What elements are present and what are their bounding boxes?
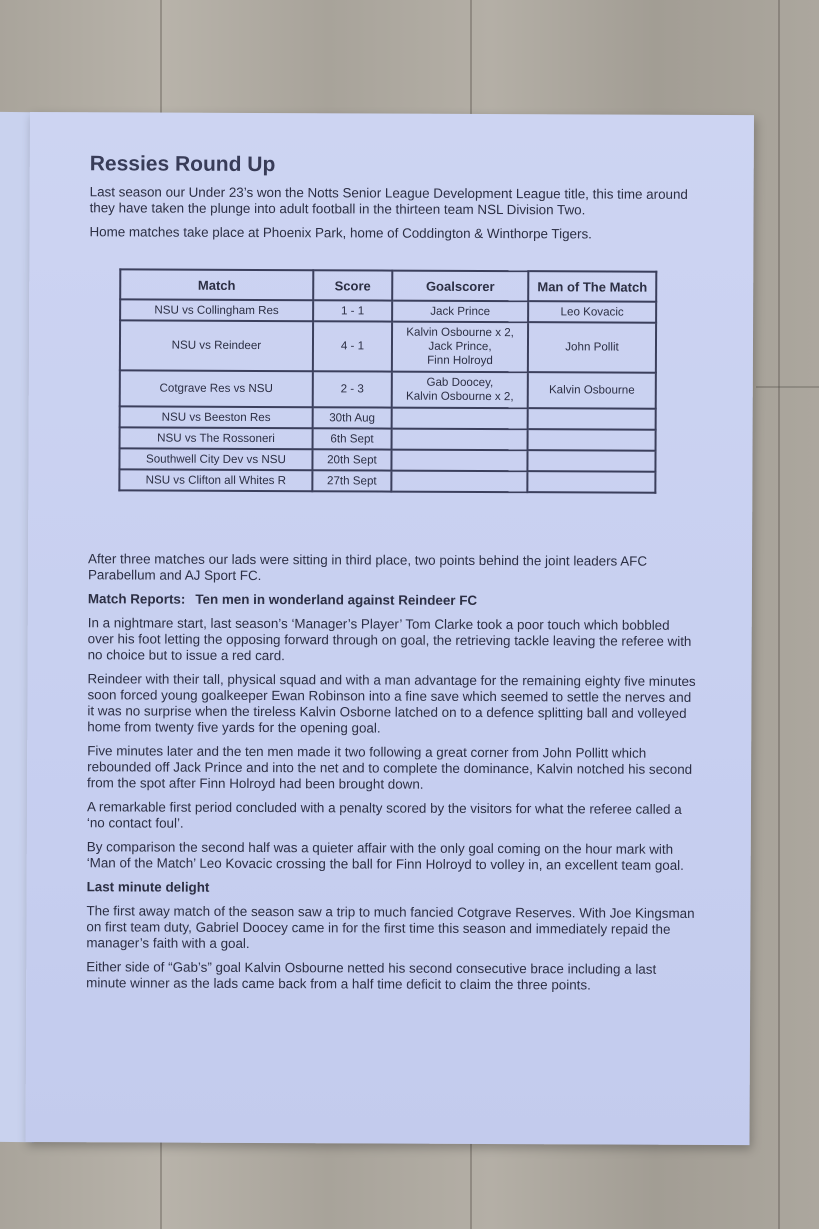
motm-cell xyxy=(528,450,656,472)
match-reports-label: Match Reports: xyxy=(87,591,186,607)
scorer-line: Kalvin Osbourne x 2, xyxy=(406,325,514,340)
report-paragraph: By comparison the second half was a quieter affair with the only goal coming on the hour mark with ‘Man of the Match’ Leo Kovacic crossing the ball for Finn Holroyd to volley in, an excellent team goal. xyxy=(86,839,684,873)
motm-cell: Kalvin Osbourne xyxy=(528,372,656,409)
floor-plank-joint xyxy=(756,386,819,388)
match-cell: NSU vs Clifton all Whites R xyxy=(119,469,312,491)
score-cell: 1 - 1 xyxy=(313,300,392,321)
match-cell: Southwell City Dev vs NSU xyxy=(119,448,312,470)
league-summary: After three matches our lads were sitting in third place, two points behind the joint leaders AFC Parabellum and AJ Sport FC. xyxy=(87,551,648,584)
score-cell: 6th Sept xyxy=(312,428,391,449)
page-content xyxy=(86,152,700,1002)
table-row xyxy=(120,299,656,322)
floor-plank-seam xyxy=(778,0,780,1229)
table-row xyxy=(120,370,656,408)
match-cell: NSU vs Collingham Res xyxy=(120,299,313,321)
table-row xyxy=(119,469,655,492)
fixtures-table-wrapper xyxy=(118,268,699,494)
table-row xyxy=(120,320,656,372)
report-paragraph: Either side of “Gab’s” goal Kalvin Osbourne netted his second consecutive brace including a last minute winner as the lads came back from a half time deficit to claim the three points. xyxy=(86,959,657,993)
goalscorer-cell xyxy=(392,372,528,409)
motm-cell xyxy=(528,408,656,430)
match-cell: Cotgrave Res vs NSU xyxy=(120,370,313,407)
scorer-line: Gab Doocey, xyxy=(426,375,494,390)
match-cell: NSU vs The Rossoneri xyxy=(120,427,313,449)
table-row xyxy=(120,427,656,450)
goalscorer-cell xyxy=(391,450,527,472)
table-row xyxy=(119,448,655,471)
header-match: Match xyxy=(120,269,313,300)
report-title: Last minute delight xyxy=(86,879,210,895)
report-paragraph: Five minutes later and the ten men made it two following a great corner from John Pollitt which rebounded off Jack Prince and into the net and to complete the dominance, Kalvin notched his second from the spot after Finn Holroyd had been brought down. xyxy=(87,743,693,792)
goalscorer-cell xyxy=(392,408,528,430)
table-header-row xyxy=(120,269,656,301)
motm-cell xyxy=(527,471,655,493)
header-goalscorer: Goalscorer xyxy=(392,271,528,302)
report-title: Ten men in wonderland against Reindeer FC xyxy=(195,591,478,608)
score-cell: 27th Sept xyxy=(312,470,391,491)
match-cell: NSU vs Reindeer xyxy=(120,320,313,371)
report-paragraph: A remarkable first period concluded with a penalty scored by the visitors for what the referee called a ‘no contact foul’. xyxy=(86,799,682,831)
goalscorer-cell: Jack Prince xyxy=(392,301,528,323)
score-cell: 4 - 1 xyxy=(313,321,392,371)
fixtures-table xyxy=(118,268,657,493)
score-cell: 2 - 3 xyxy=(313,371,392,407)
match-report-heading xyxy=(88,591,698,610)
intro-paragraph: Home matches take place at Phoenix Park, home of Coddington & Winthorpe Tigers. xyxy=(89,224,592,242)
intro-paragraph: Last season our Under 23’s won the Notts Senior League Development League title, this time around they have taken the plunge into adult football in the thirteen team NSL Division Two. xyxy=(89,184,688,218)
motm-cell: John Pollit xyxy=(528,322,656,373)
scorer-line: Kalvin Osbourne x 2, xyxy=(405,389,514,404)
report-paragraph: In a nightmare start, last season’s ‘Manager’s Player’ Tom Clarke took a poor touch which bobbled over his foot letting the opposing forward through on goal, the retrieving tackle leaving the referee with no choice but to issue a red card. xyxy=(87,615,692,664)
goalscorer-cell xyxy=(391,471,527,493)
programme-page xyxy=(26,112,754,1145)
page-title: Ressies Round Up xyxy=(89,152,276,177)
goalscorer-cell xyxy=(392,429,528,451)
header-man-of-the-match: Man of The Match xyxy=(528,271,656,302)
scorer-line: Finn Holroyd xyxy=(427,353,493,368)
motm-cell: Leo Kovacic xyxy=(528,301,656,323)
score-cell: 20th Sept xyxy=(312,449,391,470)
table-row xyxy=(120,406,656,429)
score-cell: 30th Aug xyxy=(312,407,391,428)
report-paragraph: Reindeer with their tall, physical squad and with a man advantage for the remaining eighty five minutes soon forced young goalkeeper Ewan Robinson into a fine save which seemed to settle the nerves and it was no surprise when the tireless Kalvin Osborne latched on to a defence splitting ball and volleyed home from twenty five yards for the opening goal. xyxy=(87,671,696,736)
motm-cell xyxy=(528,429,656,451)
report-paragraph: The first away match of the season saw a trip to much fancied Cotgrave Reserves. With Joe Kingsman on first team duty, Gabriel Doocey came in for the first time this season and immediately repaid the manager’s faith with a goal. xyxy=(86,903,695,951)
scorer-line: Jack Prince, xyxy=(428,339,492,354)
match-cell: NSU vs Beeston Res xyxy=(120,406,313,428)
goalscorer-cell xyxy=(392,322,528,373)
header-score: Score xyxy=(313,270,392,300)
